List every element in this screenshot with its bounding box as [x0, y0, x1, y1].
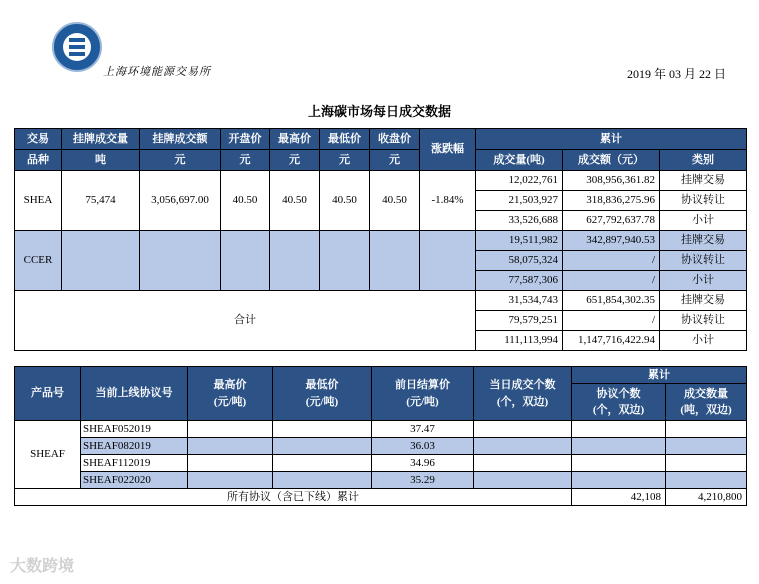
- header-cum-volume: 成交量(吨): [476, 150, 563, 171]
- table-row: [15, 489, 747, 506]
- empty-cell: [370, 231, 420, 291]
- header-low: 最低价: [320, 129, 370, 150]
- product-shea: SHEA: [15, 171, 62, 231]
- empty-cell: [666, 421, 747, 438]
- table-row: [15, 231, 747, 251]
- empty-cell: [572, 455, 666, 472]
- shea-volume: 75,474: [62, 171, 140, 231]
- shea-change: -1.84%: [420, 171, 476, 231]
- header-low-unit: 元: [320, 150, 370, 171]
- protocol-code: SHEAF082019: [81, 438, 188, 455]
- cum-volume: 58,075,324: [476, 251, 563, 271]
- high-price: [188, 421, 273, 438]
- header-cum-type: 类别: [660, 150, 747, 171]
- cum-amount: 1,147,716,422.94: [563, 331, 660, 351]
- empty-cell: [572, 438, 666, 455]
- page-title: 上海碳市场每日成交数据: [307, 104, 451, 119]
- low-price: [273, 455, 372, 472]
- logo-text: 上海环境能源交易所: [103, 66, 211, 78]
- header-cum-amount: 成交额（元）: [563, 150, 660, 171]
- empty-cell: [572, 472, 666, 489]
- header-low-price: 最低价 (元/吨): [273, 367, 372, 421]
- table-row: [15, 171, 747, 191]
- header-high: 最高价: [270, 129, 320, 150]
- product-ccer: CCER: [15, 231, 62, 291]
- shea-low: 40.50: [320, 171, 370, 231]
- table-row: [15, 438, 747, 455]
- cum-type: 小计: [660, 271, 747, 291]
- shea-high: 40.50: [270, 171, 320, 231]
- empty-cell: [420, 231, 476, 291]
- cum-volume: 111,113,994: [476, 331, 563, 351]
- cum-volume: 77,587,306: [476, 271, 563, 291]
- watermark: 大数跨境: [10, 558, 75, 575]
- daily-trading-table: [14, 128, 747, 351]
- header-cum-qty: 成交数量 (吨，双边): [666, 384, 747, 421]
- cum-volume: 19,511,982: [476, 231, 563, 251]
- total-qty: 4,210,800: [666, 489, 747, 506]
- cum-type: 协议转让: [660, 311, 747, 331]
- cum-amount: /: [563, 311, 660, 331]
- report-date: 2019 年 03 月 22 日: [627, 67, 727, 81]
- total-label: 所有协议（含已下线）累计: [15, 489, 572, 506]
- header-deal-count: 当日成交个数 (个，双边): [474, 367, 572, 421]
- protocol-code: SHEAF022020: [81, 472, 188, 489]
- header-close-unit: 元: [370, 150, 420, 171]
- settle-price: 37.47: [372, 421, 474, 438]
- low-price: [273, 438, 372, 455]
- cum-amount: 318,836,275.96: [563, 191, 660, 211]
- empty-cell: [572, 421, 666, 438]
- cum-type: 挂牌交易: [660, 171, 747, 191]
- table-row: [15, 421, 747, 438]
- header-high-price: 最高价 (元/吨): [188, 367, 273, 421]
- logo-emblem: [63, 33, 91, 61]
- exchange-logo: [52, 22, 102, 72]
- empty-cell: [666, 438, 747, 455]
- header-volume: 挂牌成交量: [62, 129, 140, 150]
- header-open-unit: 元: [221, 150, 270, 171]
- header-settle-price: 前日结算价 (元/吨): [372, 367, 474, 421]
- high-price: [188, 472, 273, 489]
- protocol-code: SHEAF112019: [81, 455, 188, 472]
- cum-volume: 21,503,927: [476, 191, 563, 211]
- settle-price: 35.29: [372, 472, 474, 489]
- table-row: [15, 455, 747, 472]
- cum-type: 挂牌交易: [660, 231, 747, 251]
- cum-amount: /: [563, 251, 660, 271]
- header-amount: 挂牌成交额: [140, 129, 221, 150]
- header-cum-count: 协议个数 (个，双边): [572, 384, 666, 421]
- header-high-unit: 元: [270, 150, 320, 171]
- deal-count: [474, 472, 572, 489]
- deal-count: [474, 455, 572, 472]
- header-product: 交易: [15, 129, 62, 150]
- settle-price: 36.03: [372, 438, 474, 455]
- cum-volume: 31,534,743: [476, 291, 563, 311]
- empty-cell: [666, 455, 747, 472]
- protocol-code: SHEAF052019: [81, 421, 188, 438]
- header-cumulative: 累计: [476, 129, 747, 150]
- product-sheaf: SHEAF: [15, 421, 81, 489]
- low-price: [273, 421, 372, 438]
- header-amount-unit: 元: [140, 150, 221, 171]
- header-close: 收盘价: [370, 129, 420, 150]
- shea-amount: 3,056,697.00: [140, 171, 221, 231]
- header-product-code: 产品号: [15, 367, 81, 421]
- header-protocol: 当前上线协议号: [81, 367, 188, 421]
- table-row: [15, 472, 747, 489]
- cum-volume: 33,526,688: [476, 211, 563, 231]
- shea-close: 40.50: [370, 171, 420, 231]
- cum-amount: /: [563, 271, 660, 291]
- high-price: [188, 455, 273, 472]
- header-volume-unit: 吨: [62, 150, 140, 171]
- empty-cell: [320, 231, 370, 291]
- futures-protocol-table: [14, 366, 747, 506]
- header-open: 开盘价: [221, 129, 270, 150]
- empty-cell: [270, 231, 320, 291]
- cum-amount: 627,792,637.78: [563, 211, 660, 231]
- cum-type: 挂牌交易: [660, 291, 747, 311]
- high-price: [188, 438, 273, 455]
- cum-amount: 308,956,361.82: [563, 171, 660, 191]
- table-row: [15, 291, 747, 311]
- empty-cell: [666, 472, 747, 489]
- cum-type: 小计: [660, 331, 747, 351]
- shea-open: 40.50: [221, 171, 270, 231]
- header-cumulative: 累计: [572, 367, 747, 384]
- header-product-sub: 品种: [15, 150, 62, 171]
- empty-cell: [221, 231, 270, 291]
- total-label: 合计: [15, 291, 476, 351]
- cum-volume: 12,022,761: [476, 171, 563, 191]
- cum-type: 协议转让: [660, 251, 747, 271]
- settle-price: 34.96: [372, 455, 474, 472]
- empty-cell: [62, 231, 140, 291]
- cum-amount: 342,897,940.53: [563, 231, 660, 251]
- cum-volume: 79,579,251: [476, 311, 563, 331]
- cum-type: 小计: [660, 211, 747, 231]
- deal-count: [474, 421, 572, 438]
- cum-type: 协议转让: [660, 191, 747, 211]
- empty-cell: [140, 231, 221, 291]
- low-price: [273, 472, 372, 489]
- total-count: 42,108: [572, 489, 666, 506]
- deal-count: [474, 438, 572, 455]
- header-change: 涨跌幅: [420, 129, 476, 171]
- cum-amount: 651,854,302.35: [563, 291, 660, 311]
